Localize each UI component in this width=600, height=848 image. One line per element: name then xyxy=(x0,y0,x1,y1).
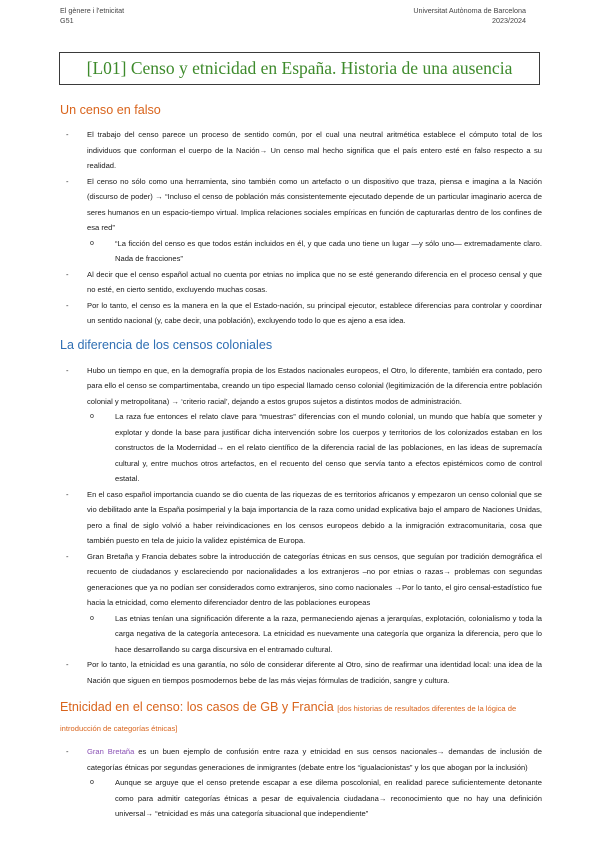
university-name: Universitat Autònoma de Barcelona xyxy=(413,6,526,15)
list-item: - Por lo tanto, el censo es la manera en la que el Estado-nación, su principal ejecutor, establece diferencias para controlar y coordinar un sentido nacional (y, cabe decir, una población), excluyendo todo lo que es ajeno a esa idea. xyxy=(60,298,542,329)
sub-list-item: o Las etnias tenían una significación diferente a la raza, permaneciendo ajenas a jerarquías, explotación, colonialismo y toda la carga negativa de la categoría antecesora. La etnicidad es nuevamente una categoría que organiza la diferencia, pero que lo hace desarrollando su carga discursiva en el entramado cultural. xyxy=(60,611,542,658)
dash-bullet: - xyxy=(66,489,69,499)
section-note: [dos historias de resultados diferentes de la lógica de introducción de categorías étnicas] xyxy=(60,704,517,733)
sub-list-item: o Aunque se arguye que el censo pretende escapar a ese dilema poscolonial, en realidad parece suficientemente detonante como para admitir categorías étnicas a pesar de equivalencia ciudadana→ reconocimiento que no hay una definición universal→ “etnicidad es más una categoría situacional que independiente” xyxy=(60,775,542,822)
dash-bullet: - xyxy=(66,551,69,561)
dash-bullet: - xyxy=(66,176,69,186)
dash-bullet: - xyxy=(66,747,69,756)
circle-bullet: o xyxy=(90,779,94,786)
dash-bullet: - xyxy=(66,365,69,375)
academic-year: 2023/2024 xyxy=(492,16,526,25)
circle-bullet: o xyxy=(90,239,94,247)
list-item: - Gran Bretaña es un buen ejemplo de confusión entre raza y etnicidad en sus censos nacionales→ demandas de inclusión de categorías étnicas por segundas generaciones de inmigrantes (debate entre los “igualacionistas” y los que abogan por la inclusión) xyxy=(60,744,542,775)
list-item: - Al decir que el censo español actual no cuenta por etnias no implica que no se esté generando diferencia en el proceso censal y que no esté, en cierto sentido, excluyendo muchas cosas. xyxy=(60,267,542,298)
section-heading-gb-francia: Etnicidad en el censo: los casos de GB y Francia [dos historias de resultados diferentes de la lógica de introducción de categorías étnicas] xyxy=(60,700,517,733)
document-body xyxy=(60,102,542,822)
circle-bullet: o xyxy=(90,413,94,420)
page-header-left xyxy=(60,6,124,26)
group-code: G51 xyxy=(60,16,74,25)
section-heading-censo-falso: Un censo en falso xyxy=(60,103,161,117)
page-header-right xyxy=(413,6,526,26)
dash-bullet: - xyxy=(66,130,69,139)
course-name: El gènere i l'etnicitat xyxy=(60,6,125,15)
list-item: - El trabajo del censo parece un proceso de sentido común, por el cual una neutral aritmética establece el cómputo total de los individuos que conforman el cuerpo de la Nación→ Un censo mal hecho significa que el país entero esté en falso respecto a su realidad. xyxy=(60,127,542,174)
list-item: - El censo no sólo como una herramienta, sino también como un artefacto o un dispositivo que traza, piensa e imagina a la Nación (discurso de poder) → “Incluso el censo de población más consistentemente ejecutado depende de un particular imaginario acerca de seres humanos en un espacio-tiempo virtual. Implica relaciones sociales empíricas en función de capturarlas dentro de los confines de esa red” xyxy=(60,174,542,236)
sub-list-item: o “La ficción del censo es que todos están incluidos en él, y que cada uno tiene un lugar —y sólo uno— extremadamente claro. Nada de fracciones” xyxy=(60,236,542,267)
circle-bullet: o xyxy=(90,614,94,622)
dash-bullet: - xyxy=(66,269,69,279)
sub-list-item: o La raza fue entonces el relato clave para “muestras” diferencias con el mundo colonial, un mundo que había que someter y explotar y donde la base para justificar dicha intervención sobre los cuerpos y territorios de los colonizados estaban en los constructos de la Modernidad→ en el relato científico de la diferencia racial de las poblaciones, en las ideas de supremacía cultural y, entre muchos otros artefactos, en el recuento del censo que servía tanto a efectos epistémicos como de control estatal. xyxy=(60,409,542,487)
list-item: - Hubo un tiempo en que, en la demografía propia de los Estados nacionales europeos, el Otro, lo diferente, también era contado, pero para ello el censo se compartimentaba, creando un tipo especial llamado censo colonial (legitimización de la diferencia entre población colonial y metropolitana) → ‘criterio racial’, dejando a estos grupos sujetos a distintos modos de administración. xyxy=(60,363,542,410)
dash-bullet: - xyxy=(66,300,69,310)
section-heading-censos-coloniales: La diferencia de los censos coloniales xyxy=(60,337,273,352)
document-title: [L01] Censo y etnicidad en España. Historia de una ausencia xyxy=(86,58,513,78)
document-title-box xyxy=(59,52,540,85)
dash-bullet: - xyxy=(66,660,69,669)
list-item: - Por lo tanto, la etnicidad es una garantía, no sólo de considerar diferente al Otro, sino de reafirmar una identidad local: una idea de la Nación que siguen en tiempos posmodernos bebe de las más viejas fórmulas de tradición, sangre y cultura. xyxy=(60,657,542,688)
gb-label: Gran Bretaña xyxy=(87,747,135,756)
list-item: - Gran Bretaña y Francia debates sobre la introducción de categorías étnicas en sus censos, que seguían por tradición demográfica el recuento de ciudadanos y esclareciendo por nacionalidades a los extranjeros –no por etnias o razas→ problemas con segundas generaciones que ya no podían ser considerados como extranjeros, sino como nacionales →Por lo tanto, el giro censal-estadístico fue hacia la etnicidad, como elemento diferenciador dentro de las poblaciones europeas xyxy=(60,549,542,611)
list-item: - En el caso español importancia cuando se dio cuenta de las riquezas de es territorios africanos y empezaron un censo colonial que se vio debilitado ante la España posimperial y la baja importancia de la raza como unidad explicativa bajo el amparo de Naciones Unidas, pero a final de siglo volvió a haber reivindicaciones en los censos europeos debido a la inmigración extracomunitaria, cosa que también puesto en tela de juicio la validez epistémica de Europa. xyxy=(60,487,542,549)
